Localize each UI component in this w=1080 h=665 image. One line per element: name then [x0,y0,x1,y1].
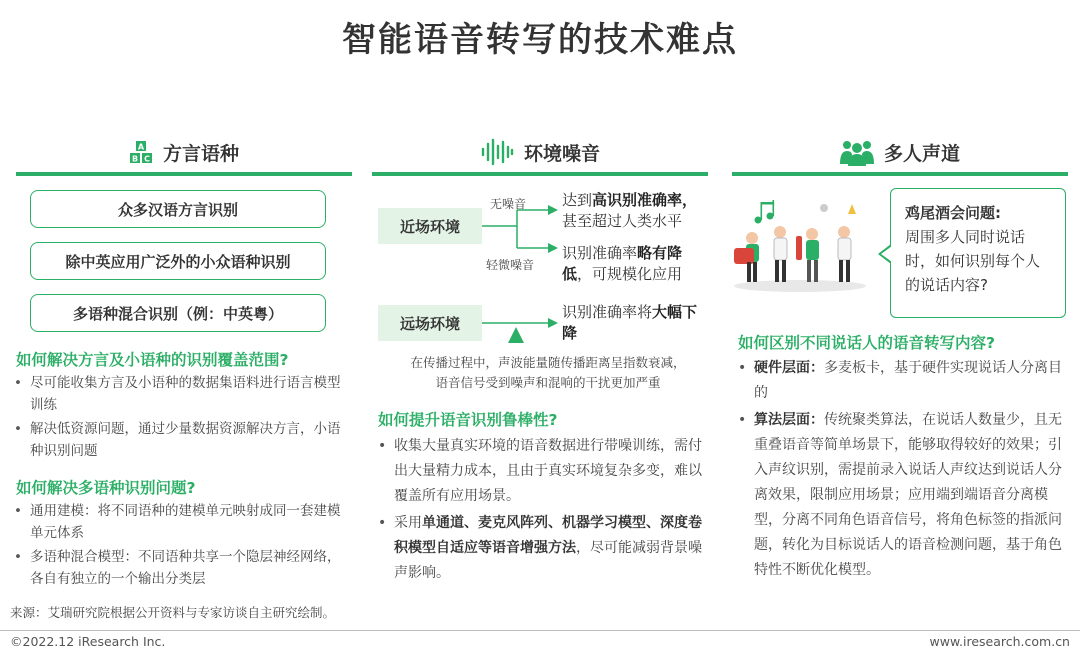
result-light-noise: 识别准确率略有降低，可规模化应用 [562,244,683,283]
highlight: 大幅下降 [562,303,698,342]
hardware-label: 硬件层面： [754,360,824,376]
bullet-list [12,500,348,592]
column-title-noise: 环境噪音 [523,142,600,165]
cocktail-party-bubble [890,188,1066,318]
list-item: • 多语种混合模型：不同语种共享一个隐层神经网络，各自有独立的一个输出分类层 [12,546,348,590]
column-title-multi-speaker: 多人声道 [883,142,960,165]
question-dialect-coverage: 如何解决方言及小语种的识别覆盖范围? [16,351,289,369]
list-item: • 通用建模：将不同语种的建模单元映射成同一套建模单元体系 [12,500,348,544]
result-far-field: 识别准确率将大幅下降 [562,303,698,342]
result-no-noise: 达到高识别准确率，甚至超过人类水平 [562,191,698,230]
question-speaker-separation: 如何区别不同说话人的语音转写内容? [738,334,995,352]
list-item: • 解决低资源问题，通过少量数据资源解决方言，小语种识别问题 [12,418,348,462]
bullet-list [736,356,1070,585]
column-header-dialect [16,134,352,170]
highlight: 略有降低 [562,244,683,283]
bubble-title: 鸡尾酒会问题: [905,204,1001,222]
column-underline [16,172,352,176]
column-header-multi-speaker [732,134,1068,170]
party-people-illustration [728,196,870,294]
near-field-box: 近场环境 [378,208,482,244]
abc-blocks-icon [129,140,153,164]
highlight: 单通道、麦克风阵列、机器学习模型、深度卷积模型自适应等语音增强方法 [394,515,702,556]
people-group-icon [840,138,874,166]
speech-bubble-tail-inner [881,246,892,262]
no-noise-label: 无噪音 [490,197,527,211]
list-item: • 算法层面：传统聚类算法，在说话人数量少，且无重叠语音等简单场景下，能够取得较好的效果；引入声纹识别，需提前录入说话人声纹达到说话人分离效果，限制应用场景；应用端到端语音分离模型，分离不同角色语音信号，将角色标签的指派问题，转化为目标说话人的语音检测问题，基于角色特性不断优化模型。 [736,408,1070,583]
column-title-dialect: 方言语种 [162,142,239,165]
bullet-list [12,372,348,464]
svg-text:B: B [131,154,139,164]
svg-text:A: A [137,142,145,152]
question-robustness: 如何提升语音识别鲁棒性? [378,411,558,429]
bullet-list [376,434,708,588]
copyright: ©2022.12 iResearch Inc. [10,634,166,649]
question-multilingual: 如何解决多语种识别问题? [16,479,196,497]
footer-divider [0,630,1080,631]
list-item: • 收集大量真实环境的语音数据进行带噪训练，需付出大量精力成本，且由于真实环境复杂多变，难以覆盖所有应用场景。 [376,434,708,509]
dialect-item: 多语种混合识别（例：中英粤） [30,294,326,332]
dialect-item: 除中英应用广泛外的小众语种识别 [30,242,326,280]
dialect-item: 众多汉语方言识别 [30,190,326,228]
column-header-noise [372,134,708,170]
far-field-box: 远场环境 [378,305,482,341]
list-item: • 采用单通道、麦克风阵列、机器学习模型、深度卷积模型自适应等语音增强方法，尽可能减弱背景噪声影响。 [376,511,708,586]
svg-text:C: C [144,154,150,164]
bubble-text: 周围多人同时说话时，如何识别每个人的说话内容? [905,228,1041,294]
attenuation-note: 在传播过程中，声波能量随传播距离呈指数衰减， 语音信号受到噪声和混响的干扰更加严重 [410,355,686,390]
algorithm-label: 算法层面： [754,412,824,428]
page-title: 智能语音转写的技术难点 [342,20,738,60]
signal-triangle-icon [508,327,524,343]
highlight: 高识别准确率， [592,191,698,209]
source-note: 来源：艾瑞研究院根据公开资料与专家访谈自主研究绘制。 [10,605,336,620]
website-link[interactable]: www.iresearch.com.cn [929,634,1070,649]
list-item: • 硬件层面：多麦板卡，基于硬件实现说话人分离目的 [736,356,1070,406]
column-underline [732,172,1068,176]
sound-wave-icon [480,138,514,166]
light-noise-label: 轻微噪音 [486,258,535,272]
list-item: • 尽可能收集方言及小语种的数据集语料进行语言模型训练 [12,372,348,416]
column-underline [372,172,708,176]
